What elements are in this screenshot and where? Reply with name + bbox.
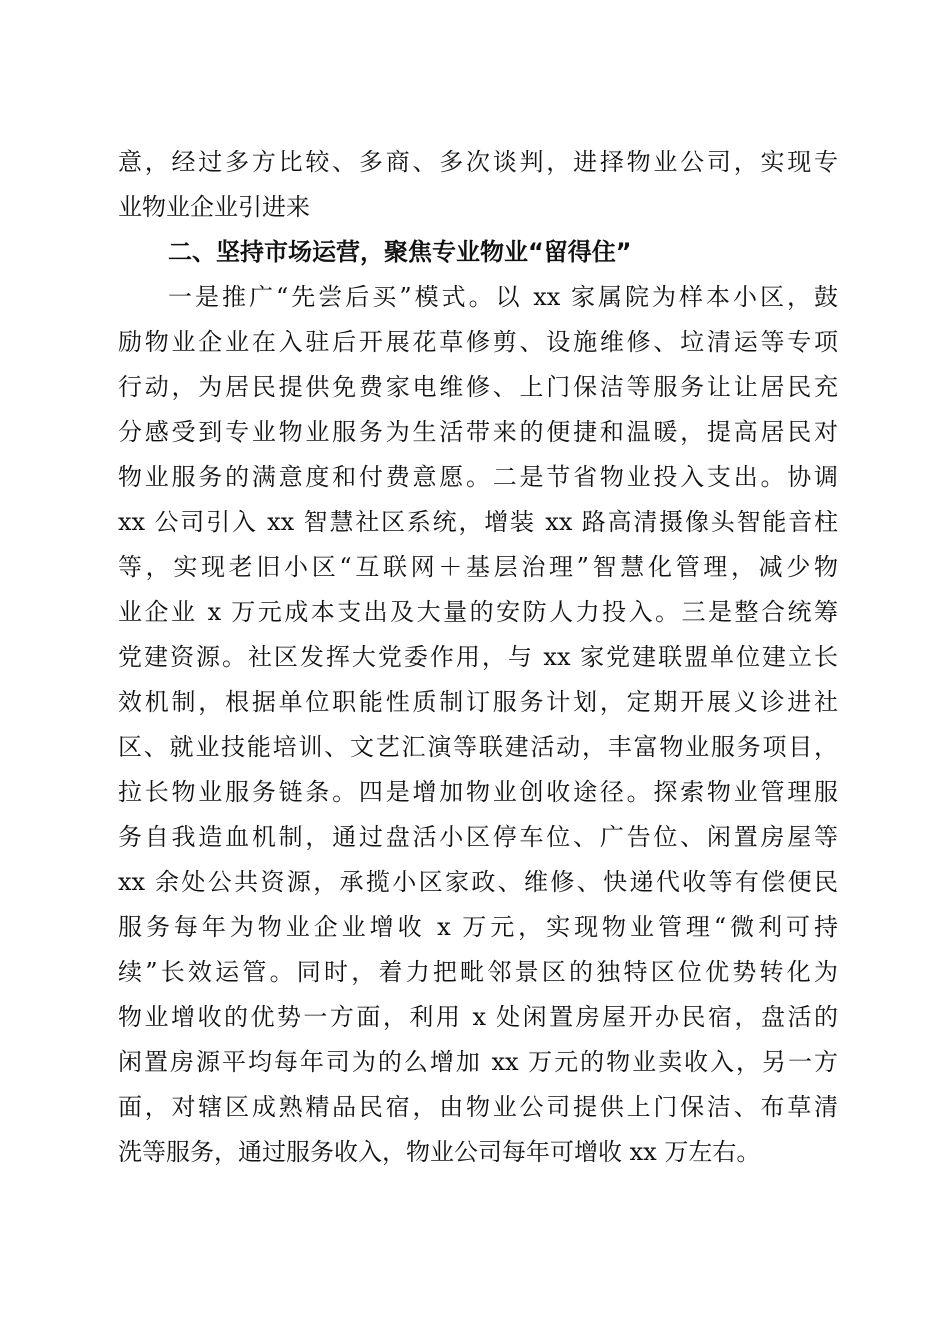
paragraph-line: 分感受到专业物业服务为生活带来的便捷和温暖，提高居民对 (118, 418, 838, 446)
text-line: 意，经过多方比较、多商、多次谈判，进择物业公司，实现专 (118, 148, 838, 176)
paragraph-line: 洗等服务，通过服务收入，物业公司每年可增收 xx 万左右。 (118, 1138, 761, 1166)
paragraph-line: 物业增收的优势一方面，利用 x 处闲置房屋开办民宿，盘活的 (118, 1003, 838, 1031)
paragraph-line: 续”长效运管。同时，着力把毗邻景区的独特区位优势转化为 (118, 958, 838, 986)
paragraph-line: xx 余处公共资源，承揽小区家政、维修、快递代收等有偿便民 (118, 868, 838, 896)
paragraph-line: 区、就业技能培训、文艺汇演等联建活动，丰富物业服务项目， (118, 733, 838, 761)
paragraph-line: 服务每年为物业企业增收 x 万元，实现物业管理“微利可持 (118, 913, 838, 941)
paragraph-line: 一是推广“先尝后买”模式。以 xx 家属院为样本小区，鼓 (168, 283, 838, 311)
paragraph-line: 党建资源。社区发挥大党委作用，与 xx 家党建联盟单位建立长 (118, 643, 838, 671)
text-line: 业物业企业引进来 (118, 193, 310, 221)
paragraph-line: 面，对辖区成熟精品民宿，由物业公司提供上门保洁、布草清 (118, 1093, 838, 1121)
paragraph-line: 闲置房源平均每年司为的么增加 xx 万元的物业卖收入，另一方 (118, 1048, 838, 1076)
paragraph-line: xx 公司引入 xx 智慧社区系统，增装 xx 路高清摄像头智能音柱 (118, 508, 838, 536)
paragraph-line: 行动，为居民提供免费家电维修、上门保洁等服务让让居民充 (118, 373, 838, 401)
paragraph-line: 效机制，根据单位职能性质制订服务计划，定期开展义诊进社 (118, 688, 838, 716)
paragraph-line: 物业服务的满意度和付费意愿。二是节省物业投入支出。协调 (118, 463, 838, 491)
paragraph-line: 等，实现老旧小区“互联网＋基层治理”智慧化管理，减少物 (118, 553, 838, 581)
paragraph-line: 拉长物业服务链条。四是增加物业创收途径。探索物业管理服 (118, 778, 838, 806)
paragraph-line: 励物业企业在入驻后开展花草修剪、设施维修、垃清运等专项 (118, 328, 838, 356)
section-heading: 二、坚持市场运营，聚焦专业物业“留得住” (168, 238, 632, 266)
paragraph-line: 业企业 x 万元成本支出及大量的安防人力投入。三是整合统筹 (118, 598, 838, 626)
paragraph-line: 务自我造血机制，通过盘活小区停车位、广告位、闲置房屋等 (118, 823, 838, 851)
